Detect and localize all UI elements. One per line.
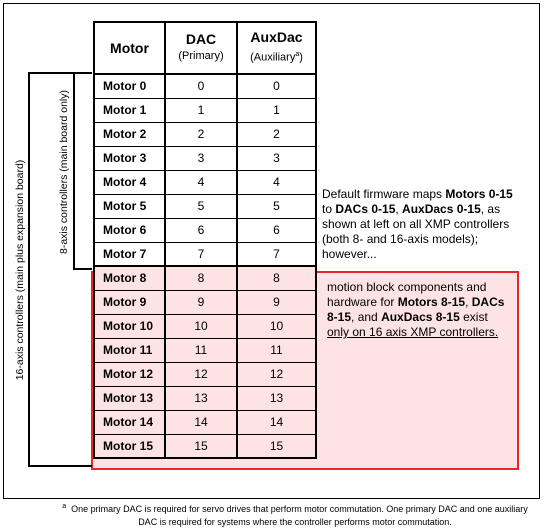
auxdac-cell: 6 — [237, 218, 316, 242]
auxdac-cell: 2 — [237, 122, 316, 146]
note-default-text-1: Default firmware maps — [322, 187, 446, 201]
note-default-bold-auxdacs: AuxDacs 0-15 — [402, 202, 481, 216]
note-ext-text-4: exist — [459, 310, 488, 324]
table-row — [94, 338, 316, 362]
motor-name-cell: Motor 3 — [94, 146, 165, 170]
table-row — [94, 434, 316, 458]
note-ext-text-2: , — [465, 295, 472, 309]
expansion-note — [327, 280, 512, 340]
motor-name-cell: Motor 7 — [94, 242, 165, 266]
header-dac-sub: (Primary) — [178, 50, 224, 62]
motor-name-cell: Motor 10 — [94, 314, 165, 338]
auxdac-cell: 4 — [237, 170, 316, 194]
motor-name-cell: Motor 13 — [94, 386, 165, 410]
auxdac-cell: 7 — [237, 242, 316, 266]
note-ext-text-3: , and — [351, 310, 382, 324]
table-row — [94, 386, 316, 410]
header-auxdac-title: AuxDac — [250, 29, 303, 46]
dac-cell: 1 — [165, 98, 237, 122]
default-mapping-note — [322, 187, 522, 262]
table-row — [94, 74, 316, 98]
motor-name-cell: Motor 6 — [94, 218, 165, 242]
note-default-bold-motors: Motors 0-15 — [445, 187, 513, 201]
footnote-marker: a — [295, 51, 300, 59]
dac-cell: 14 — [165, 410, 237, 434]
header-motor: Motor — [94, 22, 165, 74]
motor-dac-table — [93, 21, 317, 459]
auxdac-cell: 12 — [237, 362, 316, 386]
table-row — [94, 98, 316, 122]
table-row — [94, 170, 316, 194]
table-row — [94, 290, 316, 314]
dac-cell: 0 — [165, 74, 237, 98]
dac-cell: 5 — [165, 194, 237, 218]
note-ext-text-1: motion block components and hardware for — [327, 280, 487, 309]
table-row — [94, 266, 316, 290]
auxdac-cell: 3 — [237, 146, 316, 170]
axis16-label: 16-axis controllers (main plus expansion board) — [14, 159, 26, 381]
header-dac-title: DAC — [185, 31, 217, 47]
motor-name-cell: Motor 12 — [94, 362, 165, 386]
auxdac-cell: 9 — [237, 290, 316, 314]
auxdac-cell: 1 — [237, 98, 316, 122]
auxdac-cell: 5 — [237, 194, 316, 218]
header-auxdac-sub-text: (Auxiliary — [250, 51, 296, 64]
note-ext-underlined: only on 16 axis XMP controllers. — [327, 325, 499, 339]
header-auxdac — [237, 22, 316, 74]
motor-name-cell: Motor 4 — [94, 170, 165, 194]
footnote-sup: a — [62, 503, 67, 510]
note-default-text-4: , as shown at left on all XMP controllers (both 8- and 16-axis models); however... — [322, 202, 510, 261]
dac-cell: 9 — [165, 290, 237, 314]
note-ext-bold-motors: Motors 8-15 — [397, 295, 466, 309]
dac-cell: 12 — [165, 362, 237, 386]
auxdac-cell: 14 — [237, 410, 316, 434]
axis8-label: 8-axis controllers (main board only) — [58, 90, 70, 254]
motor-name-cell: Motor 1 — [94, 98, 165, 122]
note-ext-bold-dacs: DACs 8-15 — [327, 295, 505, 324]
note-default-text-2: to — [322, 202, 336, 216]
note-ext-bold-auxdacs: AuxDacs 8-15 — [381, 310, 460, 324]
auxdac-cell: 0 — [237, 74, 316, 98]
motor-name-cell: Motor 15 — [94, 434, 165, 458]
dac-cell: 8 — [165, 266, 237, 290]
auxdac-cell: 10 — [237, 314, 316, 338]
table-row — [94, 242, 316, 266]
dac-cell: 10 — [165, 314, 237, 338]
footnote-text: One primary DAC is required for servo drives that perform motor commutation. One primary DAC and one auxiliary DAC is required for systems where the controller performs motor commutation. — [71, 504, 528, 527]
header-auxdac-sub-end: ) — [299, 51, 303, 64]
auxdac-cell: 13 — [237, 386, 316, 410]
table-row — [94, 122, 316, 146]
dac-cell: 4 — [165, 170, 237, 194]
dac-cell: 2 — [165, 122, 237, 146]
note-default-text-3: , — [395, 202, 403, 216]
axis8-bracket — [73, 72, 92, 270]
motor-name-cell: Motor 14 — [94, 410, 165, 434]
table-row — [94, 218, 316, 242]
header-dac — [165, 22, 237, 74]
table-row — [94, 194, 316, 218]
dac-cell: 13 — [165, 386, 237, 410]
dac-cell: 15 — [165, 434, 237, 458]
motor-name-cell: Motor 0 — [94, 74, 165, 98]
motor-name-cell: Motor 8 — [94, 266, 165, 290]
motor-name-cell: Motor 5 — [94, 194, 165, 218]
table-row — [94, 146, 316, 170]
table-row — [94, 410, 316, 434]
auxdac-cell: 8 — [237, 266, 316, 290]
footnote — [56, 500, 534, 529]
auxdac-cell: 15 — [237, 434, 316, 458]
table-header-row — [94, 22, 316, 74]
auxdac-cell: 11 — [237, 338, 316, 362]
note-default-bold-dacs: DACs 0-15 — [335, 202, 396, 216]
dac-cell: 11 — [165, 338, 237, 362]
header-auxdac-sub — [238, 46, 315, 67]
dac-cell: 7 — [165, 242, 237, 266]
motor-name-cell: Motor 2 — [94, 122, 165, 146]
table-row — [94, 314, 316, 338]
motor-name-cell: Motor 9 — [94, 290, 165, 314]
dac-cell: 3 — [165, 146, 237, 170]
dac-cell: 6 — [165, 218, 237, 242]
table-row — [94, 362, 316, 386]
motor-name-cell: Motor 11 — [94, 338, 165, 362]
